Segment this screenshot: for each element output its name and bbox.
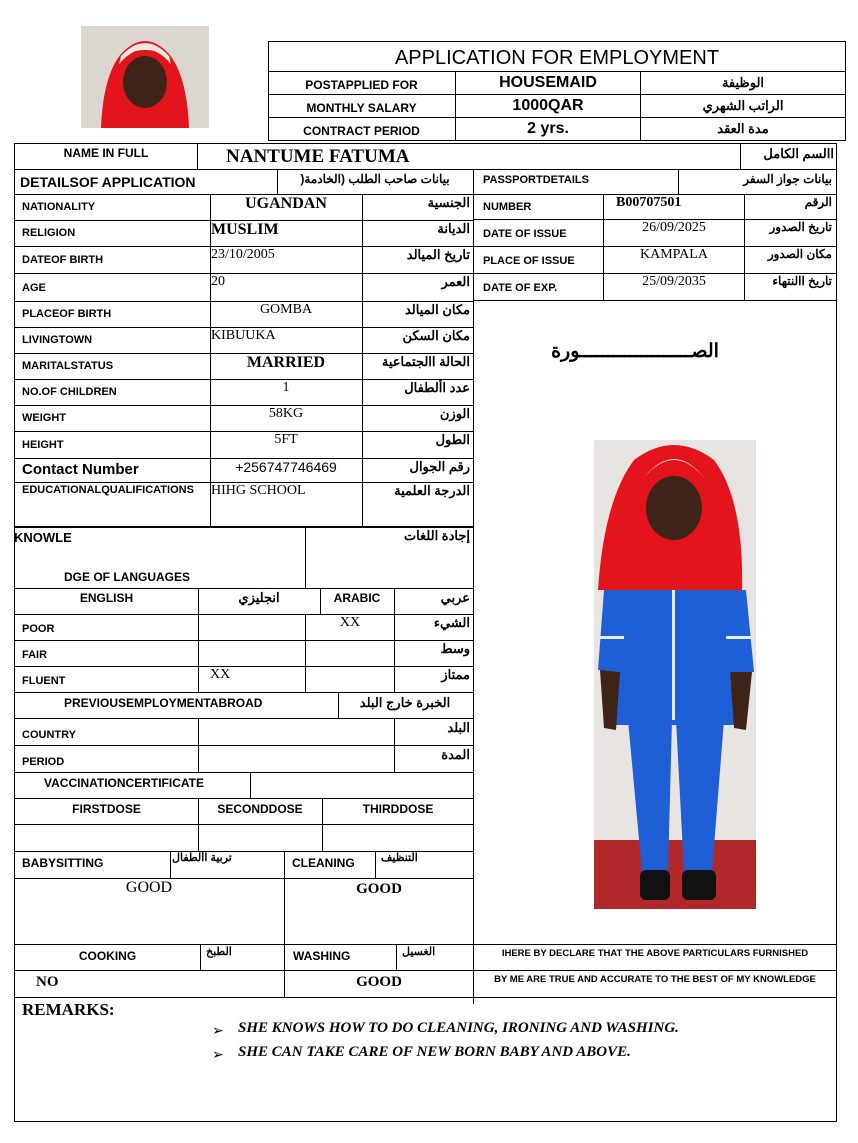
- detail-arabic: العمر: [441, 274, 470, 289]
- detail-value: GOMBA: [259, 302, 313, 317]
- detail-label: MARITALSTATUS: [22, 360, 114, 372]
- detail-arabic: الدرجة العلمية: [394, 483, 470, 498]
- detail-label: WEIGHT: [22, 412, 66, 424]
- country-arabic: البلد: [447, 720, 470, 735]
- english-level-value: [210, 615, 300, 635]
- passport-label: DATE OF EXP.: [483, 282, 558, 294]
- vaccination-title: VACCINATIONCERTIFICATE: [44, 776, 204, 790]
- period-value: [204, 749, 390, 769]
- passport-value: 26/09/2025: [642, 220, 706, 235]
- detail-value: UGANDAN: [245, 195, 327, 212]
- detail-value: KIBUUKA: [211, 328, 276, 343]
- post-applied-value: HOUSEMAID: [499, 74, 597, 91]
- salary-label: MONTHLY SALARY: [306, 101, 417, 115]
- english-level-value: XX: [210, 667, 231, 682]
- language-level-arabic: ممتاز: [441, 667, 470, 682]
- detail-label: Contact Number: [22, 461, 139, 478]
- passport-value: B00707501: [616, 195, 682, 210]
- declaration-line1: IHERE BY DECLARE THAT THE ABOVE PARTICULARS FURNISHED: [501, 948, 809, 959]
- language-level-label: POOR: [22, 623, 55, 635]
- detail-arabic: تاريخ الميالد: [406, 247, 470, 262]
- passport-arabic: مكان الصدور: [767, 247, 832, 261]
- period-label: PERIOD: [22, 756, 65, 768]
- details-title-arabic: بيانات صاحب الطلب (الخادمة(: [300, 172, 450, 186]
- passport-value: 25/09/2035: [642, 274, 706, 289]
- detail-arabic: الحالة االجتماعية: [381, 354, 470, 369]
- english-header-arabic: انجليزي: [238, 590, 280, 605]
- detail-arabic: الطول: [435, 432, 470, 447]
- detail-arabic: الوزن: [439, 406, 470, 421]
- detail-value: MUSLIM: [211, 221, 279, 238]
- portrait-photo: [81, 26, 209, 128]
- detail-value: 20: [211, 274, 225, 289]
- passport-title: PASSPORTDETAILS: [483, 174, 589, 186]
- name-arabic: االسم الكامل: [763, 146, 834, 161]
- cleaning-value: GOOD: [356, 881, 402, 897]
- detail-arabic: الديانة: [437, 221, 470, 236]
- detail-label: EDUCATIONALQUALIFICATIONS: [22, 484, 194, 496]
- passport-arabic: تاريخ الصدور: [769, 220, 832, 234]
- detail-arabic: مكان الميالد: [404, 302, 470, 317]
- cleaning-arabic: التنظيف: [381, 852, 418, 864]
- name-label: NAME IN FULL: [63, 146, 149, 160]
- passport-value: KAMPALA: [640, 247, 708, 262]
- page-title: APPLICATION FOR EMPLOYMENT: [394, 47, 720, 69]
- country-value: [204, 722, 390, 742]
- detail-value: 23/10/2005: [211, 247, 275, 262]
- detail-value: 1: [282, 380, 290, 395]
- arabic-level-value: XX: [339, 615, 361, 630]
- details-title: DETAILSOF APPLICATION: [20, 174, 196, 190]
- language-level-arabic: الشيء: [433, 615, 470, 630]
- contract-value: 2 yrs.: [527, 120, 569, 137]
- detail-arabic: مكان السكن: [402, 328, 470, 343]
- detail-label: NO.OF CHILDREN: [22, 386, 117, 398]
- passport-label: PLACE OF ISSUE: [483, 255, 575, 267]
- arabic-level-value: [306, 667, 394, 687]
- remarks-item: SHE CAN TAKE CARE OF NEW BORN BABY AND ABOVE.: [238, 1044, 631, 1060]
- remarks-bullet: ➢: [212, 1046, 224, 1062]
- passport-label: NUMBER: [483, 201, 532, 213]
- full-name-value: NANTUME FATUMA: [226, 146, 410, 167]
- cooking-label: COOKING: [78, 949, 137, 963]
- passport-label: DATE OF ISSUE: [483, 228, 567, 240]
- contract-label: CONTRACT PERIOD: [303, 124, 420, 138]
- washing-arabic: الغسيل: [402, 946, 436, 958]
- remarks-item: SHE KNOWS HOW TO DO CLEANING, IRONING AND WASHING.: [238, 1020, 679, 1036]
- photo-heading: الصــــــــــــــــــــورة: [551, 341, 719, 362]
- cooking-arabic: الطبخ: [206, 946, 232, 958]
- detail-value: 5FT: [274, 432, 298, 447]
- passport-title-arabic: بيانات جواز السفر: [743, 172, 832, 186]
- period-arabic: المدة: [441, 747, 470, 762]
- passport-arabic: الرقم: [804, 195, 832, 209]
- arabic-level-value: [306, 641, 394, 661]
- detail-label: LIVINGTOWN: [22, 334, 93, 346]
- detail-label: DATEOF BIRTH: [22, 254, 104, 266]
- previous-title-arabic: الخبرة خارج البلد: [359, 695, 451, 710]
- washing-label: WASHING: [293, 949, 351, 963]
- washing-value: GOOD: [356, 974, 402, 990]
- previous-title: PREVIOUSEMPLOYMENTABROAD: [64, 696, 263, 710]
- salary-arabic: الراتب الشهري: [702, 98, 784, 113]
- language-level-label: FAIR: [22, 649, 48, 661]
- babysitting-label: BABYSITTING: [22, 856, 104, 870]
- english-level-value: [210, 641, 300, 661]
- arabic-header: ARABIC: [333, 591, 381, 605]
- cooking-value: NO: [36, 974, 59, 990]
- post-applied-arabic: الوظيفة: [721, 75, 765, 90]
- language-level-label: FLUENT: [22, 675, 66, 687]
- english-header: ENGLISH: [79, 591, 134, 605]
- declaration-line2: BY ME ARE TRUE AND ACCURATE TO THE BEST OF MY KNOWLEDGE: [494, 974, 816, 985]
- detail-label: PLACEOF BIRTH: [22, 308, 112, 320]
- detail-value: +256747746469: [235, 459, 337, 475]
- arabic-header-arabic: عربي: [440, 590, 470, 605]
- detail-arabic: رقم الجوال: [409, 459, 470, 474]
- detail-arabic: الجنسية: [427, 195, 470, 210]
- language-level-arabic: وسط: [440, 641, 470, 656]
- passport-arabic: تاريخ االنتهاء: [772, 274, 832, 288]
- detail-label: HEIGHT: [22, 439, 64, 451]
- country-label: COUNTRY: [22, 729, 76, 741]
- first-dose-label: FIRSTDOSE: [72, 802, 141, 816]
- remarks-title: REMARKS:: [22, 1000, 115, 1019]
- detail-value: MARRIED: [246, 354, 326, 371]
- detail-label: AGE: [22, 282, 46, 294]
- detail-value: HIHG SCHOOL: [211, 483, 306, 498]
- cleaning-label: CLEANING: [292, 856, 355, 870]
- third-dose-label: THIRDDOSE: [362, 802, 434, 816]
- detail-value: 58KG: [268, 406, 304, 421]
- detail-label: RELIGION: [22, 227, 76, 239]
- remarks-bullet: ➢: [212, 1022, 224, 1038]
- full-body-photo: [594, 440, 756, 909]
- babysitting-value: GOOD: [125, 879, 173, 896]
- post-applied-label: POSTAPPLIED FOR: [305, 78, 418, 92]
- babysitting-arabic: تربية األطفال: [172, 852, 232, 864]
- languages-title-arabic: إجادة اللغات: [403, 528, 470, 543]
- languages-title-line2: DGE OF LANGUAGES: [64, 570, 191, 584]
- salary-value: 1000QAR: [512, 97, 584, 114]
- contract-arabic: مدة العقد: [717, 121, 769, 136]
- languages-title-line1: KNOWLE: [14, 530, 72, 545]
- second-dose-label: SECONDDOSE: [217, 802, 303, 816]
- detail-label: NATIONALITY: [22, 201, 96, 213]
- detail-arabic: عدد األطفال: [404, 380, 470, 395]
